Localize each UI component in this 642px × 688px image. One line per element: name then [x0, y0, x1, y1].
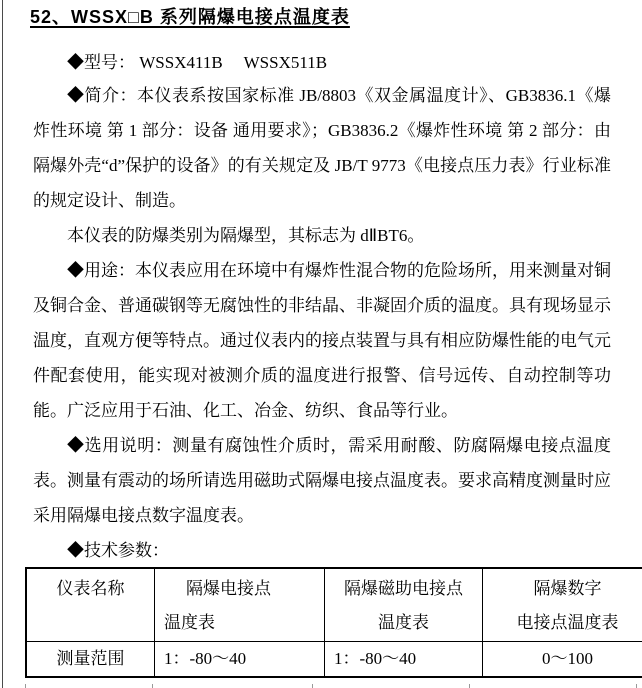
page-title: 52、WSSX□B 系列隔爆电接点温度表: [30, 7, 350, 27]
header-cell-explosionproof-contact: [155, 568, 325, 642]
paragraph-model: ◆型号： WSSX411B WSSX511B: [67, 53, 328, 72]
table-next-row-border-stub: [636, 684, 637, 688]
paragraph-intro: ◆简介：本仪表系按国家标准 JB/8803《双金属温度计》、GB3836.1《爆炸性环境 第 1 部分：设备 通用要求》；GB3836.2《爆炸性环境 第 2 部分：由隔爆外壳“d”保护的设备》的有关规定及 JB/T 9773《电接点压力表》行业标准的规定设计、制造。: [33, 86, 611, 210]
table-next-row-border-stub: [25, 684, 26, 688]
table-next-row-border-stub: [152, 684, 153, 688]
page-left-border: [2, 0, 3, 688]
spec-table: [25, 567, 642, 678]
table-next-row-border-stub: [469, 684, 470, 688]
header-line: 隔爆电接点: [186, 579, 271, 598]
spec-table-header-row: [26, 568, 642, 642]
cell-range-magnetic: 1：-80～40: [325, 642, 483, 678]
cell-range-digital: 0～100: [483, 642, 642, 678]
header-line: 温度表: [164, 613, 215, 632]
cell-range-contact: 1：-80～40: [155, 642, 325, 678]
spec-table-data-row: [26, 642, 642, 678]
header-line: 温度表: [378, 613, 429, 632]
table-next-row-border-stub: [312, 684, 313, 688]
header-cell-digital-contact: [483, 568, 642, 642]
header-cell-magnetic-contact: [325, 568, 483, 642]
paragraph-selection: ◆选用说明：测量有腐蚀性介质时，需采用耐酸、防腐隔爆电接点温度表。测量有震动的场所请选用磁助式隔爆电接点温度表。要求高精度测量时应采用隔爆电接点数字温度表。: [33, 436, 611, 525]
paragraph-explosion-class: 本仪表的防爆类别为隔爆型，其标志为 dⅡBT6。: [67, 226, 425, 245]
paragraph-tech-params: ◆技术参数：: [67, 541, 169, 560]
header-line: 仪表名称: [56, 579, 125, 598]
header-line: 隔爆磁助电接点: [344, 579, 463, 598]
paragraph-usage: ◆用途：本仪表应用在环境中有爆炸性混合物的危险场所，用来测量对铜及铜合金、普通碳钢等无腐蚀性的非结晶、非凝固介质的温度。具有现场显示温度，直观方便等特点。通过仪表内的接点装置与具有相应防爆性能的电气元件配套使用，能实现对被测介质的温度进行报警、信号远传、自动控制等功能。广泛应用于石油、化工、冶金、纺织、食品等行业。: [33, 261, 611, 420]
header-line: 隔爆数字: [533, 579, 602, 598]
header-cell-instrument-name: [26, 568, 155, 642]
header-line: 电接点温度表: [516, 613, 619, 632]
cell-measuring-range-label: 测量范围: [26, 642, 155, 678]
